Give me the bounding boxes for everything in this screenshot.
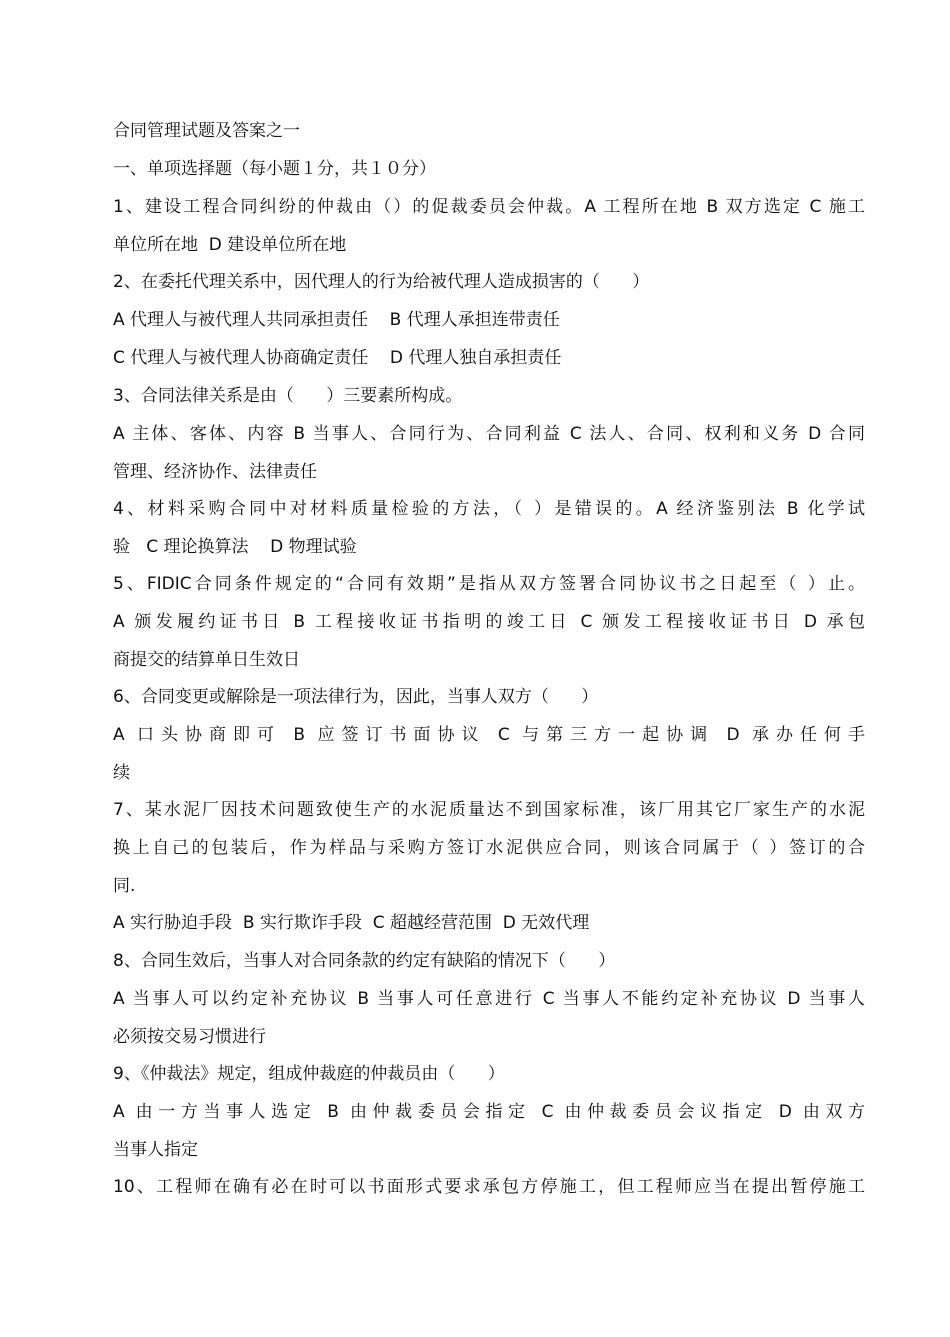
question-7-end: 同.: [113, 876, 136, 896]
question-3: 3、合同法律关系是由（ ）三要素所构成。: [113, 386, 463, 406]
question-5: 5、FIDIC合同条件规定的“合同有效期”是指从双方签署合同协议书之日起至（ ）止。: [113, 574, 865, 594]
question-9-options-cont: 当事人指定: [113, 1140, 198, 1160]
question-3-options: A 主体、客体、内容 B 当事人、合同行为、合同利益 C 法人、合同、权利和义务 D 合同: [113, 424, 865, 444]
question-6-options: A 口头协商即可 B 应签订书面协议 C 与第三方一起协调 D 承办任何手: [113, 725, 865, 745]
question-2-options-a-b: A 代理人与被代理人共同承担责任 B 代理人承担连带责任: [113, 310, 560, 330]
section-heading: 一、单项选择题（每小题１分，共１０分）: [113, 159, 436, 179]
question-7-options: A 实行胁迫手段 B 实行欺诈手段 C 超越经营范围 D 无效代理: [113, 913, 590, 933]
question-4-cont: 验 C 理论换算法 D 物理试验: [113, 537, 357, 557]
question-2: 2、在委托代理关系中，因代理人的行为给被代理人造成损害的（ ）: [113, 272, 650, 292]
question-1-cont: 单位所在地 D 建设单位所在地: [113, 235, 347, 255]
question-8-options-cont: 必须按交易习惯进行: [113, 1027, 266, 1047]
question-5-options: A 颁发履约证书日 B 工程接收证书指明的竣工日 C 颁发工程接收证书日 D 承包: [113, 612, 865, 632]
question-8: 8、合同生效后，当事人对合同条款的约定有缺陷的情况下（ ）: [113, 951, 616, 971]
question-8-options: A 当事人可以约定补充协议 B 当事人可任意进行 C 当事人不能约定补充协议 D 当事人: [113, 989, 865, 1009]
document-page: [113, 118, 865, 1212]
question-10: 10、工程师在确有必在时可以书面形式要求承包方停施工，但工程师应当在提出暂停施工: [113, 1177, 865, 1197]
question-7: 7、某水泥厂因技术问题致使生产的水泥质量达不到国家标准，该厂用其它厂家生产的水泥: [113, 800, 865, 820]
question-6: 6、合同变更或解除是一项法律行为，因此，当事人双方（ ）: [113, 687, 599, 707]
question-4: 4、材料采购合同中对材料质量检验的方法，（ ）是错误的。A 经济鉴别法 B 化学试: [113, 499, 865, 519]
question-2-options-c-d: C 代理人与被代理人协商确定责任 D 代理人独自承担责任: [113, 348, 562, 368]
question-5-options-cont: 商提交的结算单日生效日: [113, 650, 300, 670]
question-1: 1、建设工程合同纠纷的仲裁由（）的促裁委员会仲裁。A 工程所在地 B 双方选定 C 施工: [113, 197, 865, 217]
question-7-cont: 换上自己的包装后，作为样品与采购方签订水泥供应合同，则该合同属于（ ）签订的合: [113, 838, 865, 858]
question-3-options-cont: 管理、经济协作、法律责任: [113, 462, 317, 482]
question-9: 9、《仲裁法》规定，组成仲裁庭的仲裁员由（ ）: [113, 1064, 505, 1084]
question-9-options: A 由一方当事人选定 B 由仲裁委员会指定 C 由仲裁委员会议指定 D 由双方: [113, 1102, 865, 1122]
question-6-options-cont: 续: [113, 763, 130, 783]
document-title: 合同管理试题及答案之一: [113, 121, 300, 141]
